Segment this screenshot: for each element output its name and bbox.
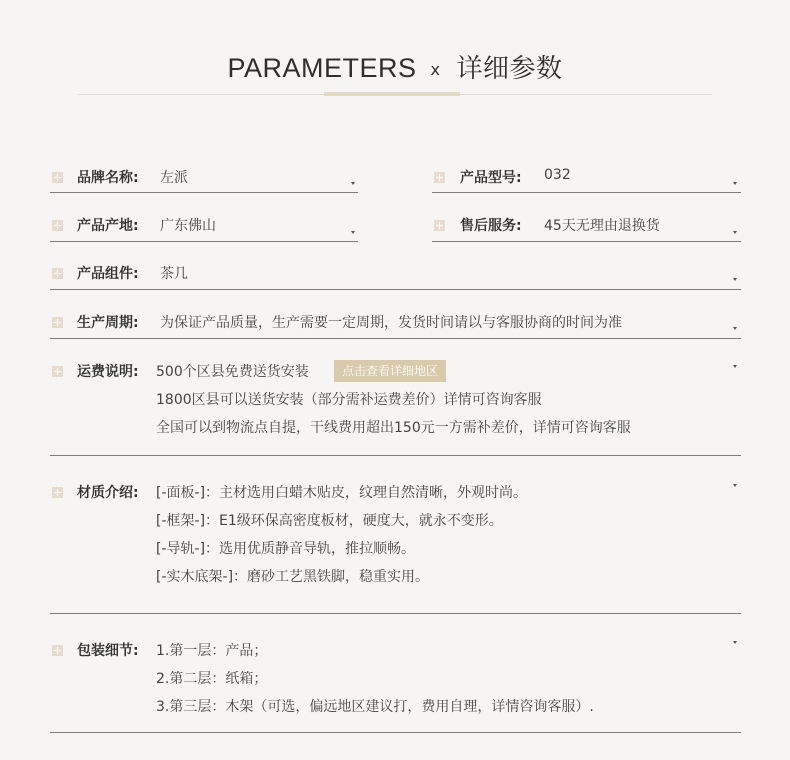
param-label: 产品产地: [77, 218, 139, 234]
caret-down-icon [733, 641, 737, 644]
caret-down-icon [733, 365, 737, 368]
divider [50, 455, 741, 456]
caret-down-icon [733, 327, 737, 330]
material-line: [-实木底架-]：磨砂工艺黑铁脚，稳重实用。 [156, 569, 430, 585]
plus-icon [434, 220, 445, 231]
param-label: 运费说明: [77, 364, 139, 380]
material-line: [-面板-]：主材选用白蜡木贴皮，纹理自然清晰，外观时尚。 [156, 485, 528, 501]
packaging-line: 3.第三层：木架（可选，偏远地区建议打，费用自理，详情咨询客服）. [156, 699, 594, 715]
divider [432, 241, 741, 242]
plus-icon [52, 268, 63, 279]
packaging-line: 2.第二层：纸箱； [156, 671, 268, 687]
shipping-line: 500个区县免费送货安装 [156, 364, 309, 380]
plus-icon [52, 172, 63, 183]
divider [50, 241, 358, 242]
caret-down-icon [733, 484, 737, 487]
param-label: 生产周期: [77, 315, 139, 331]
caret-down-icon [733, 231, 737, 234]
param-label: 售后服务: [460, 218, 522, 234]
param-label: 品牌名称: [77, 170, 139, 186]
plus-icon [52, 366, 63, 377]
param-value: 左派 [160, 170, 188, 186]
title-cn: 详细参数 [456, 54, 563, 84]
caret-down-icon [351, 231, 355, 234]
caret-down-icon [733, 278, 737, 281]
page-title [0, 48, 790, 85]
param-label: 产品型号: [460, 170, 522, 186]
param-value: 广东佛山 [160, 218, 216, 234]
param-value: 45天无理由退换货 [544, 218, 660, 234]
packaging-line: 1.第一层：产品； [156, 643, 268, 659]
param-value: 茶几 [160, 266, 188, 282]
param-value: 032 [544, 167, 571, 183]
divider [50, 732, 741, 733]
caret-down-icon [351, 182, 355, 185]
header-accent-bar [324, 92, 460, 96]
plus-icon [52, 317, 63, 328]
title-separator: x [430, 60, 441, 79]
material-line: [-框架-]：E1级环保高密度板材，硬度大，就永不变形。 [156, 513, 503, 529]
param-label: 材质介绍: [77, 485, 139, 501]
plus-icon [52, 645, 63, 656]
header [0, 48, 790, 85]
shipping-line: 全国可以到物流点自提，干线费用超出150元一方需补差价，详情可咨询客服 [156, 420, 631, 436]
divider [432, 192, 741, 193]
shipping-line: 1800区县可以送货安装（部分需补运费差价）详情可咨询客服 [156, 392, 542, 408]
divider [50, 613, 741, 614]
material-line: [-导轨-]：选用优质静音导轨，推拉顺畅。 [156, 541, 416, 557]
plus-icon [434, 172, 445, 183]
param-label: 产品组件: [77, 266, 139, 282]
divider [50, 338, 741, 339]
title-en: PARAMETERS [227, 53, 417, 83]
view-regions-button[interactable]: 点击查看详细地区 [334, 360, 446, 382]
param-value: 为保证产品质量，生产需要一定周期，发货时间请以与客服协商的时间为准 [160, 315, 622, 331]
param-label: 包装细节: [77, 643, 139, 659]
caret-down-icon [733, 182, 737, 185]
divider [50, 289, 741, 290]
divider [50, 192, 358, 193]
plus-icon [52, 487, 63, 498]
plus-icon [52, 220, 63, 231]
